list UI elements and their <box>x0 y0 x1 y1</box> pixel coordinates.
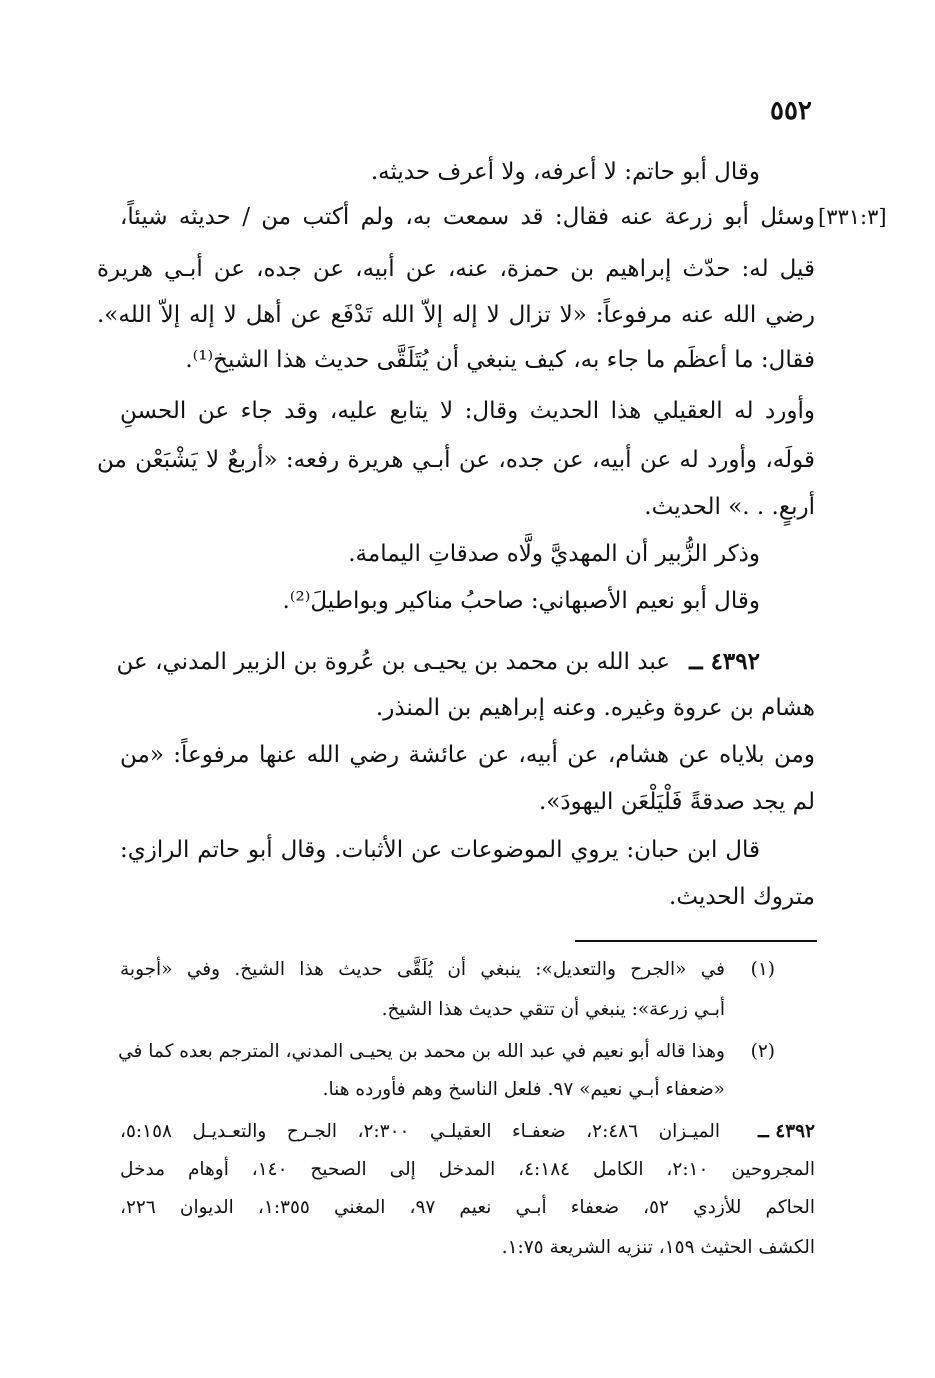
footnote-1-number: (١) <box>750 959 775 980</box>
entry-number: ٤٣٩٢ ــ <box>689 648 760 675</box>
page-number: ٥٥٢ <box>770 96 812 126</box>
text-line-4: رضي الله عنه مرفوعاً: «لا تزال لا إله إلاّ الله تَدْفَع عن أهل لا إله إلاّ الله». <box>97 302 815 328</box>
footnote-entry-line-3: الحاكم للأزدي ٥٢، ضعفاء أبـي نعيم ٩٧، المغني ١:٣٥٥، الديوان ٢٢٦، <box>120 1197 815 1218</box>
footnote-2-line-2: «ضعفاء أبـي نعيم» ٩٧. فلعل الناسخ وهم فأورده هنا. <box>322 1079 725 1100</box>
footnote-1-line-1: في «الجرح والتعديل»: ينبغي أن يُلَقَّى حديث هذا الشيخ. وفي «أجوبة <box>120 959 725 980</box>
text-line-3: قيل له: حدّث إبراهيم بن حمزة، عنه، عن أبيه، عن جده، عن أبـي هريرة <box>97 256 815 282</box>
text-line-7: قولَه، وأورد له عن أبيه، عن جده، عن أبـي هريرة رفعه: «أربعٌ لا يَشْبَعْن من <box>97 447 815 473</box>
text-line-6: وأورد له العقيلي هذا الحديث وقال: لا يتابع عليه، وقد جاء عن الحسنِ <box>120 398 815 424</box>
text-line-13: ومن بلاياه عن هشام، عن أبيه، عن عائشة رضي الله عنها مرفوعاً: «من <box>120 742 815 768</box>
text-line-10: وقال أبو نعيم الأصبهاني: صاحبُ مناكير وبواطيلَ⁽²⁾. <box>282 588 760 614</box>
footnote-2-line-1: وهذا قاله أبو نعيم في عبد الله بن محمد بن يحيـى المدني، المترجم بعده كما في <box>118 1041 725 1062</box>
footnote-2-number: (٢) <box>750 1041 775 1062</box>
text-line-9: وذكر الزُّبير أن المهديَّ ولَّاه صدقاتِ اليمامة. <box>348 541 760 567</box>
footnote-entry-line-1: الميـزان ٢:٤٨٦، ضعفـاء العقيلـي ٢:٣٠٠، الجـرح والتعـديـل ٥:١٥٨، <box>120 1121 720 1142</box>
footnote-divider <box>575 940 817 942</box>
footnote-entry-line-2: المجروحين ٢:١٠، الكامل ٤:١٨٤، المدخل إلى الصحيح ١٤٠، أوهام مدخل <box>120 1159 815 1180</box>
text-line-8: أربعٍ. . .» الحديث. <box>644 494 815 520</box>
text-line-1: وقال أبو حاتم: لا أعرفه، ولا أعرف حديثه. <box>370 159 760 185</box>
text-line-15: قال ابن حبان: يروي الموضوعات عن الأثبات. وقال أبو حاتم الرازي: <box>120 837 760 863</box>
footnote-1-line-2: أبـي زرعة»: ينبغي أن تتقي حديث هذا الشيخ. <box>381 999 725 1020</box>
text-line-11: عبد الله بن محمد بن يحيـى بن عُروة بن الزبير المدني، عن <box>116 649 670 675</box>
text-line-12: هشام بن عروة وغيره. وعنه إبراهيم بن المنذر. <box>375 695 815 721</box>
footnote-entry-number: ٤٣٩٢ ــ <box>757 1121 815 1142</box>
text-line-5: فقال: ما أعظَم ما جاء به، كيف ينبغي أن يُتَلَقَّى حديث هذا الشيخ⁽¹⁾. <box>185 347 815 373</box>
text-line-14: لم يجد صدقةً فَلْيَلْعَن اليهودَ». <box>538 789 815 815</box>
margin-reference: [٣٣١:٣] <box>818 205 887 229</box>
text-line-2: وسئل أبو زرعة عنه فقال: قد سمعت به، ولم أكتب من / حديثه شيئاً، <box>120 204 815 230</box>
text-line-16: متروك الحديث. <box>669 884 815 910</box>
footnote-entry-line-4: الكشف الحثيث ١٥٩، تنزيه الشريعة ١:٧٥. <box>501 1237 815 1258</box>
